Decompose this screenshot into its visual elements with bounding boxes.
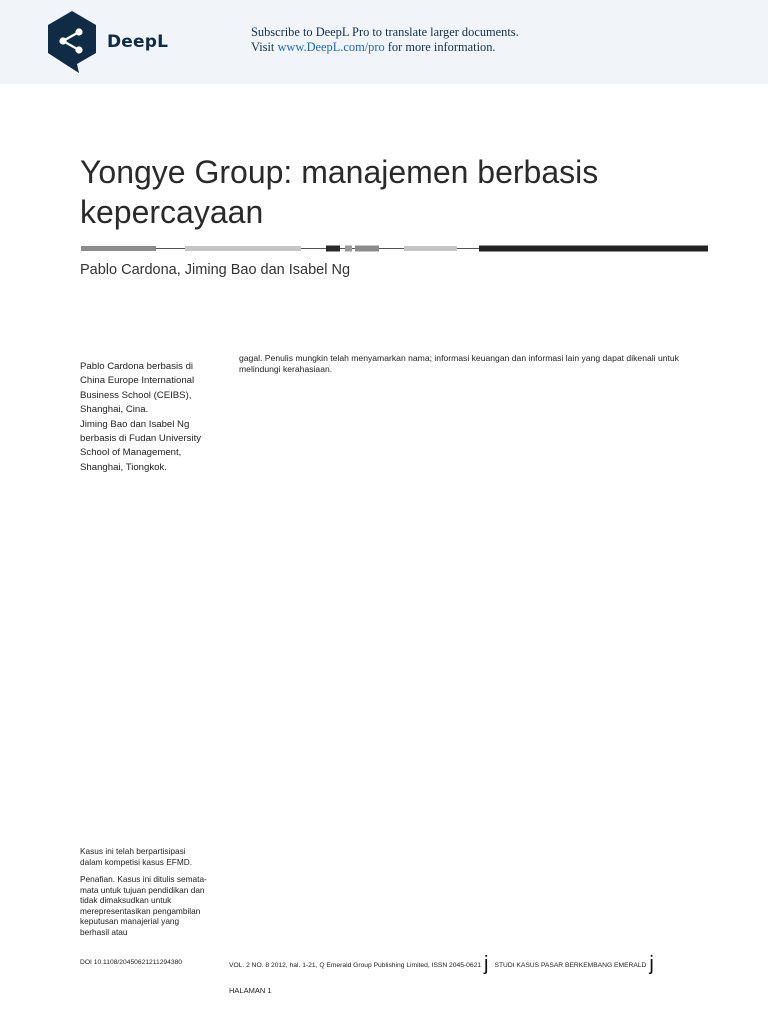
disclaimer-note: Penafian. Kasus ini ditulis semata-mata untuk tujuan pendidikan dan tidak dimaksudkan untuk merepresentasikan pengambilan keputusan manajerial yang berhasil atau — [80, 874, 207, 937]
author-line: Pablo Cardona, Jiming Bao dan Isabel Ng — [80, 262, 351, 278]
footer-end-mark: j — [649, 953, 654, 975]
body-paragraph: gagal. Penulis mungkin telah menyamarkan nama; informasi keuangan dan informasi lain yang dapat dikenali untuk melindungi kerahasiaan. — [239, 353, 679, 374]
affiliation-cardona: Pablo Cardona berbasis di China Europe International Business School (CEIBS), Shanghai, Cina. — [80, 361, 195, 416]
banner-message — [251, 25, 519, 55]
deepl-logo-text: DeepL — [107, 32, 169, 52]
volume-info: VOL. 2 NO. 8 2012, hal. 1-21, Q Emerald Group Publishing Limited, ISSN 2045-0621 — [229, 962, 482, 969]
document-title: Yongye Group: manajemen berbasis kepercayaan — [80, 154, 599, 230]
competition-note: Kasus ini telah berpartisipasi dalam kompetisi kasus EFMD. — [80, 846, 193, 867]
title-divider — [81, 244, 708, 253]
banner-visit-line — [251, 40, 519, 55]
deepl-logo[interactable] — [46, 10, 168, 74]
journal-name: STUDI KASUS PASAR BERKEMBANG EMERALD — [494, 962, 647, 969]
footer-separator-mark: j — [484, 953, 489, 975]
banner-subscribe-line: Subscribe to DeepL Pro to translate larger documents. — [251, 25, 519, 39]
doi-label: DOI 10.1108/20450621211294380 — [80, 959, 183, 966]
banner-visit-suffix: for more information. — [384, 40, 496, 54]
deepl-share-node-icon — [46, 10, 98, 74]
journal-footer — [229, 955, 689, 973]
banner-visit-prefix: Visit — [251, 40, 278, 54]
affiliation-bao-ng: Jiming Bao dan Isabel Ng berbasis di Fudan University School of Management, Shanghai, Tiongkok. — [80, 418, 202, 473]
author-affiliations — [80, 360, 215, 475]
deepl-pro-link[interactable]: www.DeepL.com/pro — [277, 40, 385, 54]
deepl-banner — [0, 0, 768, 84]
page-number: HALAMAN 1 — [229, 986, 272, 995]
